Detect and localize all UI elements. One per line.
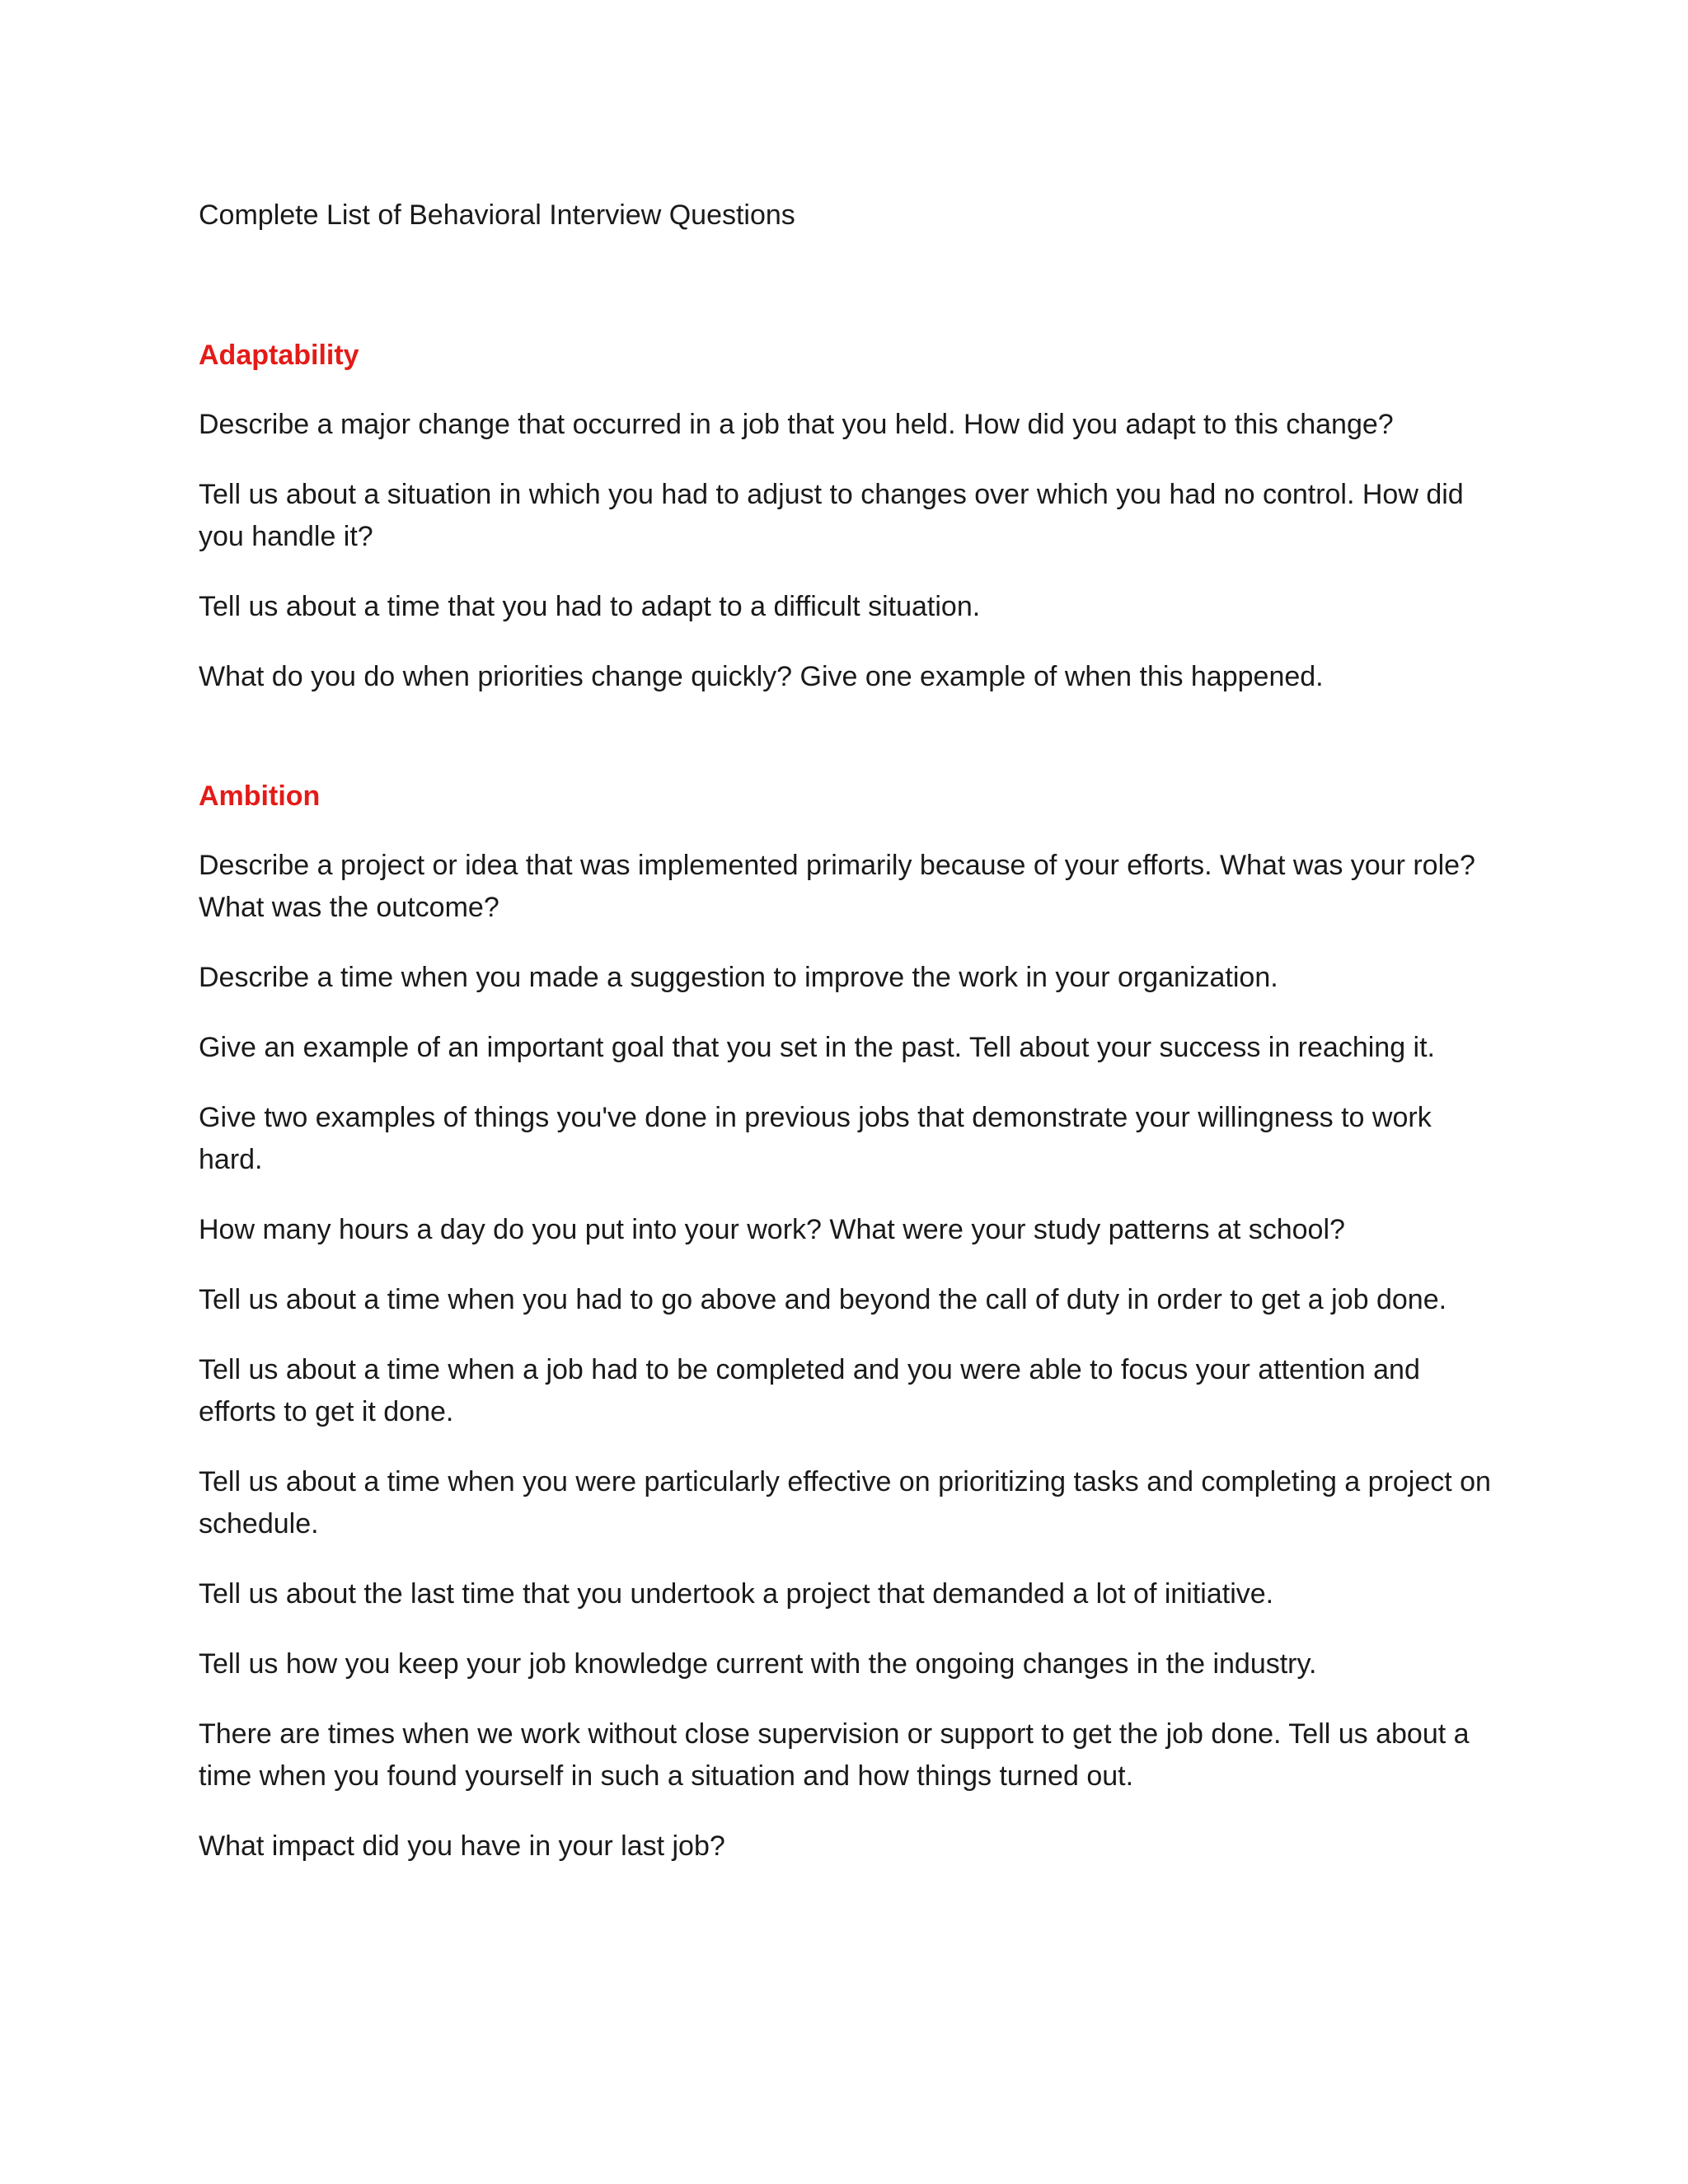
question-item: Tell us about a situation in which you had to adjust to changes over which you had no control. How did you handle it? xyxy=(199,479,1464,552)
question-item: What impact did you have in your last job? xyxy=(199,1830,725,1862)
question-item: Give two examples of things you've done in previous jobs that demonstrate your willingness to work hard. xyxy=(199,1102,1432,1175)
question-item: How many hours a day do you put into your work? What were your study patterns at school? xyxy=(199,1214,1345,1245)
document-body xyxy=(199,194,1501,1868)
question-item: Tell us about a time when a job had to be completed and you were able to focus your attention and efforts to get it done. xyxy=(199,1354,1420,1427)
question-item: Tell us about the last time that you undertook a project that demanded a lot of initiative. xyxy=(199,1578,1274,1610)
section-heading-adaptability: Adaptability xyxy=(199,340,359,371)
question-item: Describe a major change that occurred in a job that you held. How did you adapt to this change? xyxy=(199,409,1394,440)
question-item: Describe a project or idea that was implemented primarily because of your efforts. What was your role? What was the outcome? xyxy=(199,850,1475,923)
question-item: Describe a time when you made a suggestion to improve the work in your organization. xyxy=(199,962,1278,993)
question-item: What do you do when priorities change quickly? Give one example of when this happened. xyxy=(199,661,1324,692)
question-item: Give an example of an important goal that you set in the past. Tell about your success in reaching it. xyxy=(199,1032,1436,1063)
question-item: Tell us about a time when you had to go above and beyond the call of duty in order to get a job done. xyxy=(199,1284,1447,1315)
question-item: Tell us how you keep your job knowledge current with the ongoing changes in the industry. xyxy=(199,1648,1317,1680)
question-item: Tell us about a time that you had to adapt to a difficult situation. xyxy=(199,591,981,622)
document-title: Complete List of Behavioral Interview Questions xyxy=(199,199,795,231)
question-item: Tell us about a time when you were particularly effective on prioritizing tasks and completing a project on schedule. xyxy=(199,1466,1491,1540)
section-adaptability xyxy=(199,335,1501,698)
question-item: There are times when we work without close supervision or support to get the job done. Tell us about a time when you found yourself in such a situation and how things turned out. xyxy=(199,1718,1470,1792)
section-heading-ambition: Ambition xyxy=(199,780,321,812)
section-ambition xyxy=(199,776,1501,1868)
